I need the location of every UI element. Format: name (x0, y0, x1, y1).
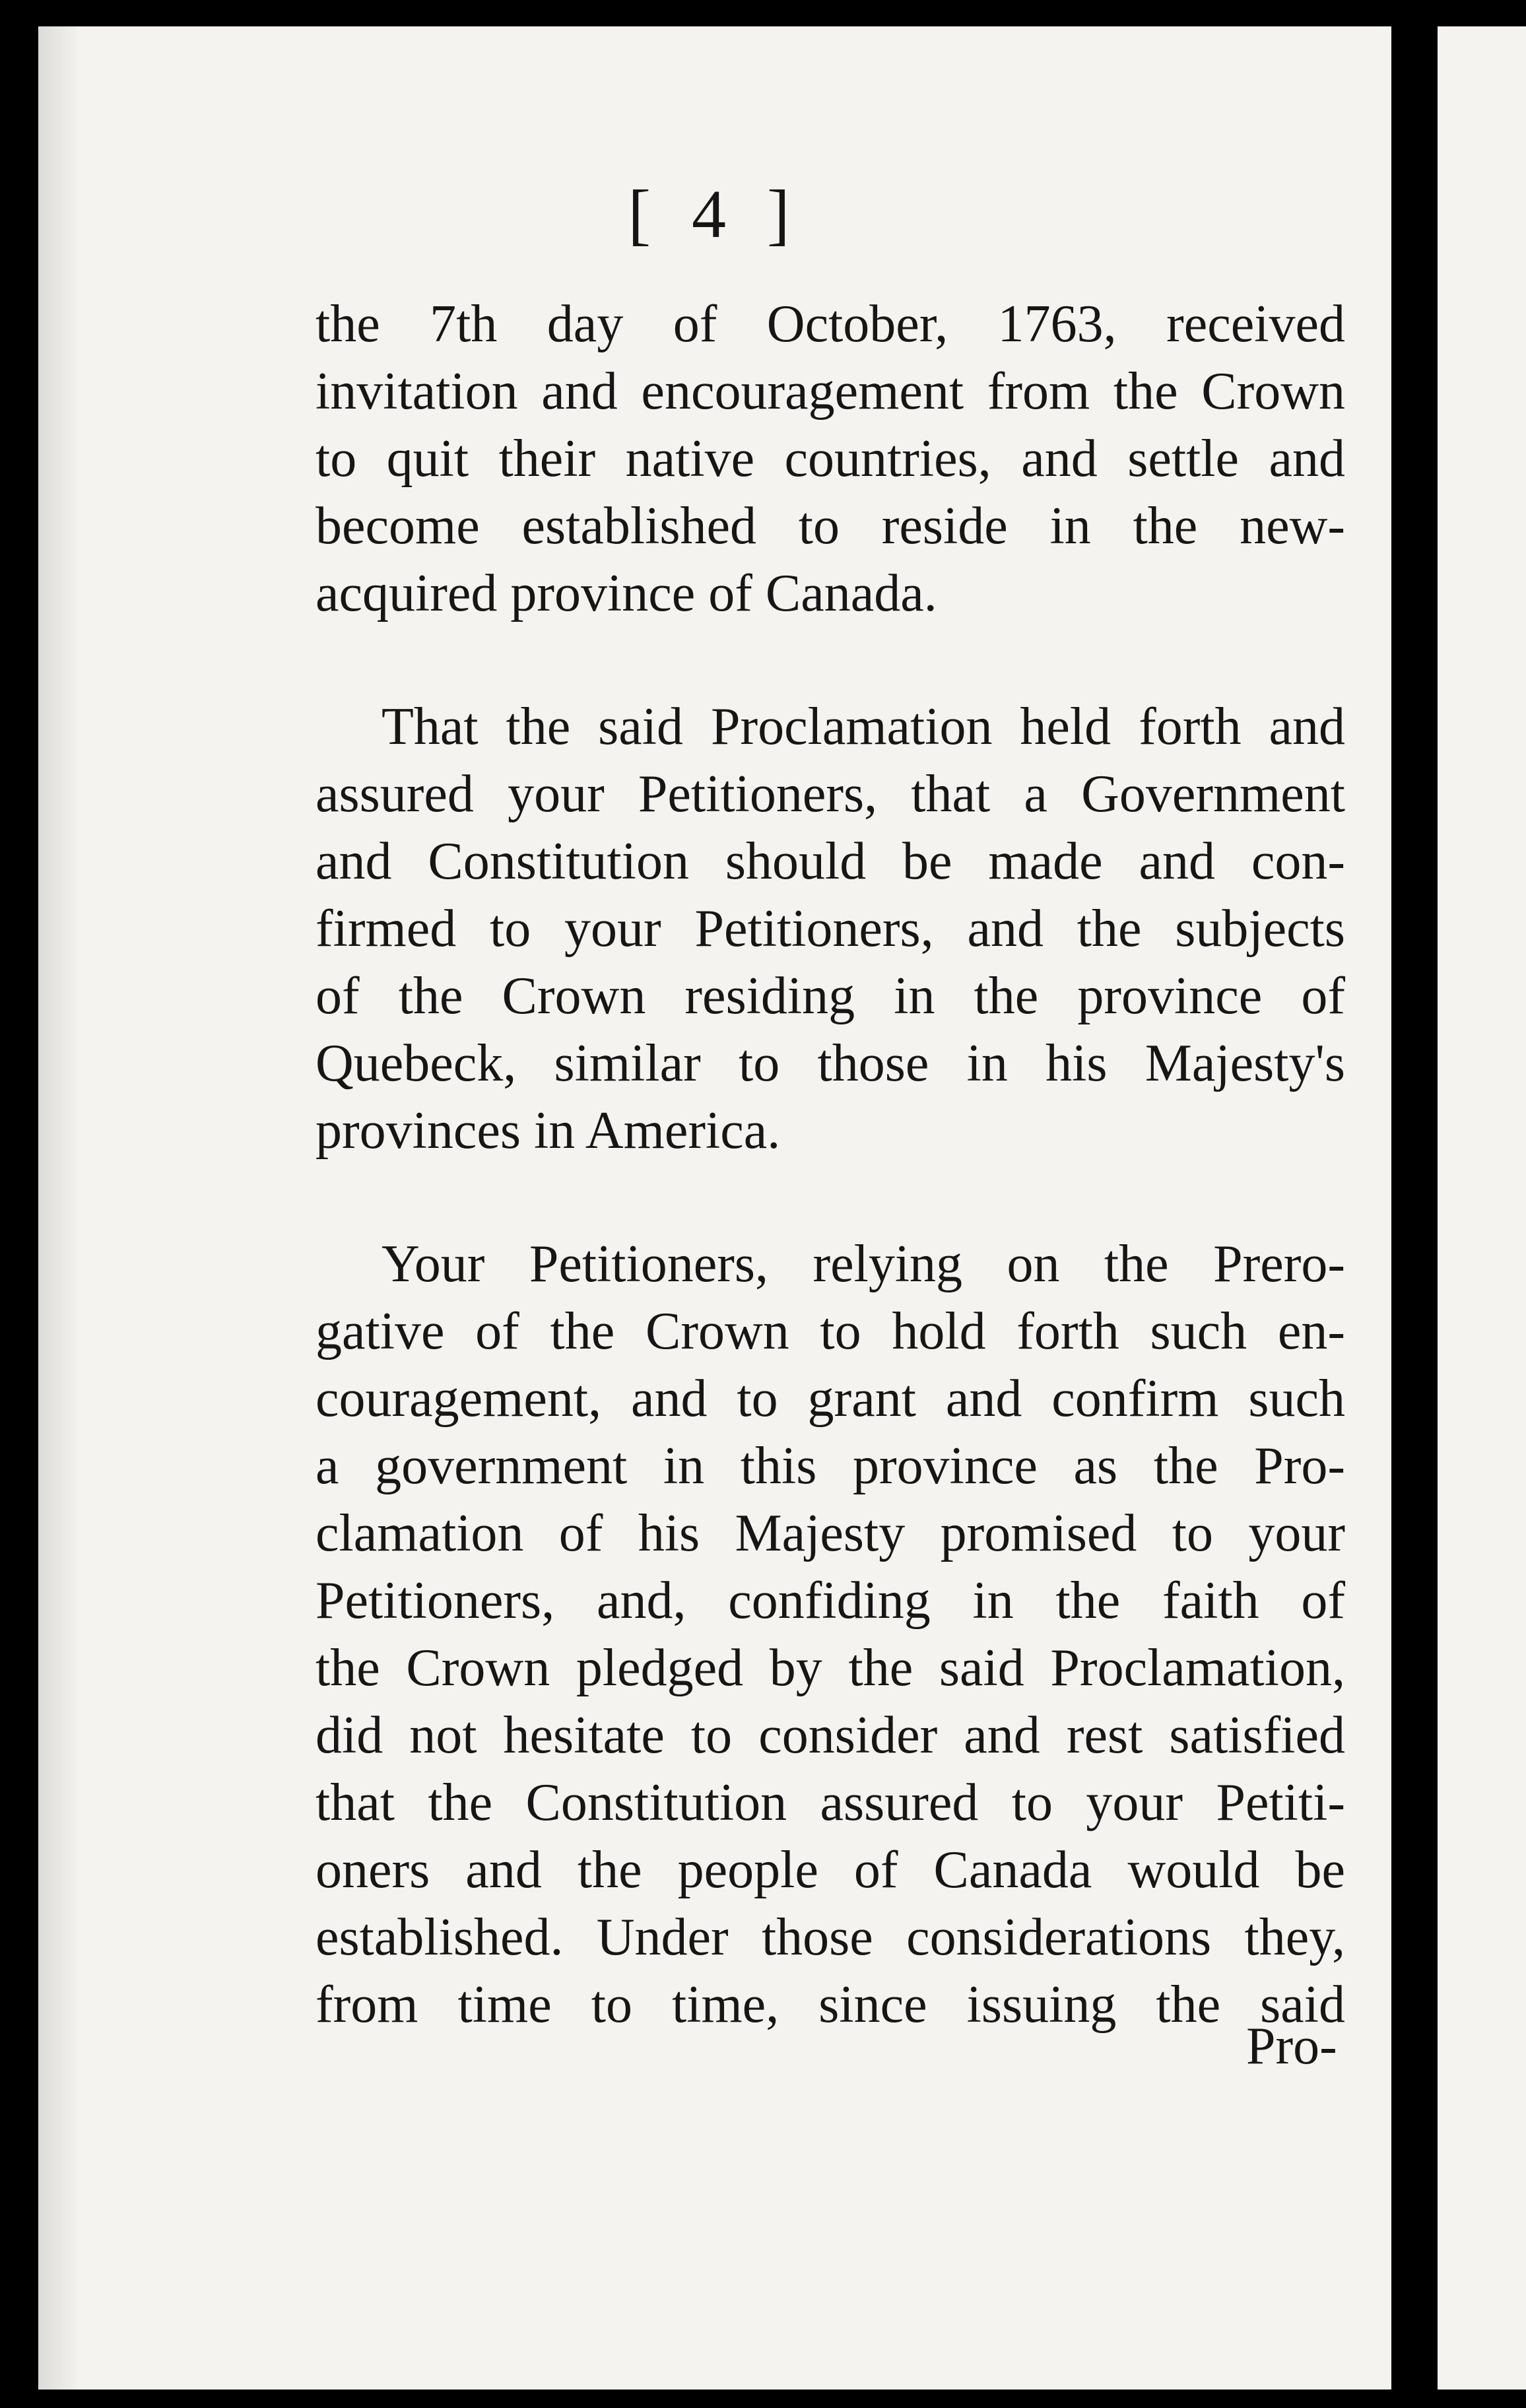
text-line: the Crown pledged by the said Proclamation, (315, 1639, 1345, 1697)
text-line: provinces in America. (315, 1102, 781, 1160)
catchword: Pro- (1246, 2017, 1337, 2075)
text-line: That the said Proclamation held forth and (382, 698, 1345, 756)
binding-gutter (1391, 0, 1438, 2408)
text-line: oners and the people of Canada would be (315, 1841, 1345, 1899)
page-number-header: [ 4 ] (628, 176, 802, 252)
text-line: Quebeck, similar to those in his Majesty's (315, 1034, 1345, 1092)
text-line: gative of the Crown to hold forth such en- (315, 1302, 1345, 1360)
text-line: the 7th day of October, 1763, received (315, 295, 1345, 353)
paragraph-2 (315, 693, 1345, 1164)
text-line: invitation and encouragement from the Crown (315, 362, 1345, 420)
paragraph-3 (315, 1230, 1345, 2038)
text-line: assured your Petitioners, that a Government (315, 765, 1345, 823)
text-line: acquired province of Canada. (315, 564, 937, 622)
text-line: did not hesitate to consider and rest satisfied (315, 1706, 1345, 1764)
text-line: from time to time, since issuing the said (315, 1976, 1345, 2034)
paragraph-1 (315, 290, 1345, 627)
text-line: clamation of his Majesty promised to your (315, 1504, 1345, 1562)
page-edge-shadow (38, 26, 77, 2390)
text-line: firmed to your Petitioners, and the subjects (315, 900, 1345, 958)
text-line: established. Under those considerations they, (315, 1908, 1345, 1966)
text-line: couragement, and to grant and confirm such (315, 1370, 1345, 1428)
book-page (38, 26, 1391, 2390)
text-line: become established to reside in the new- (315, 497, 1345, 555)
text-line: and Constitution should be made and con- (315, 832, 1345, 890)
text-line: Petitioners, and, confiding in the faith of (315, 1572, 1345, 1630)
text-line: to quit their native countries, and settle and (315, 430, 1345, 488)
text-line: that the Constitution assured to your Petiti- (315, 1774, 1345, 1832)
adjacent-page-edge (1438, 26, 1526, 2390)
text-line: Your Petitioners, relying on the Prero- (382, 1235, 1345, 1293)
body-text (315, 290, 1345, 2104)
text-line: a government in this province as the Pro- (315, 1437, 1345, 1495)
text-line: of the Crown residing in the province of (315, 967, 1345, 1025)
